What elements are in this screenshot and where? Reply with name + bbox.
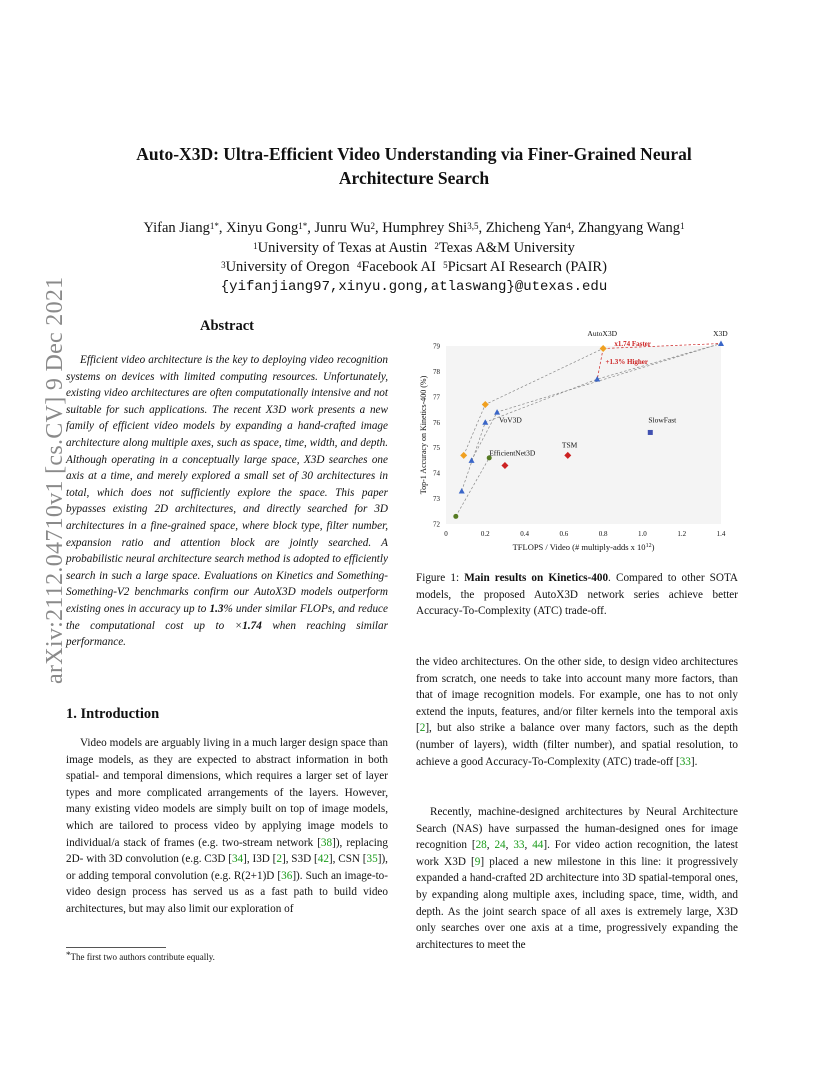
author-list	[60, 219, 768, 239]
right-part: ,	[524, 839, 533, 852]
affiliations-line-2	[60, 258, 768, 278]
caption-prefix: Figure 1:	[416, 572, 465, 584]
intro-part: ], I3D [	[243, 853, 277, 866]
author-2-sup: 1*	[298, 221, 308, 231]
x-tick-label: 0.8	[598, 530, 608, 538]
arxiv-id: arXiv:2112.04710v1 [cs.CV] 9 Dec 2021	[42, 276, 68, 684]
affil-4-sup: 4	[356, 260, 362, 270]
author-1: Yifan Jiang	[143, 220, 210, 236]
efficientnet3d-point	[453, 514, 458, 519]
chart-annotation: +1.3% Higher	[605, 357, 648, 366]
intro-part: ], S3D [	[281, 853, 318, 866]
x-tick-label: 0	[444, 530, 448, 538]
right-paragraph-2	[416, 804, 738, 953]
kinetics-scatter-chart	[416, 326, 738, 556]
series-label: TSM	[561, 440, 578, 450]
affil-3: University of Oregon	[225, 259, 350, 275]
plot-area	[446, 346, 721, 524]
chart-annotation: x1.74 Faster	[614, 340, 651, 348]
author-4: , Humphrey Shi	[374, 220, 468, 236]
right-part: ] placed a new milestone in this line: it progressively expanded a hand-crafted 2D architecture into 3D spatial-temporal ones, by expanding along multiple axes, including space, time, width, and depth. As the joint search space of all axes is extremely large, X3D only searches over one axis at a time, progressively expanding the architectures to meet the	[416, 855, 738, 951]
slowfast-point	[648, 430, 653, 435]
x3d-point	[718, 340, 724, 346]
citation-link[interactable]: 38	[320, 836, 333, 849]
abstract-part-1: Efficient video architecture is the key to deploying video recognition systems on devices with limited computing resources. Unfortunately, existing video architectures are often computationally intensive and not suitable for such applications. The recent X3D work presents a new family of efficient video models by expanding a hand-crafted image architecture along multiple axes, such as space, time, width, and depth. Although operating in a conceptually large space, X3D searches one axis at a time, and merely explored a small set of 30 architectures in total, which does not sufficiently explore the space. This paper bypasses existing 2D architectures, and directly searched for 3D architectures in a fine-grained space, where block type, filter number, expansion ratio and attention block are jointly searched. A probabilistic neural architecture search method is adopted to efficiently search in such a large space. Evaluations on Kinetics and Something-Something-V2 benchmarks confirm our AutoX3D models outperform existing ones in accuracy up to	[66, 354, 388, 615]
right-part: ], but also strike a balance over many factors, such as the depth (number of layers), width (filter number), and spatial resolution, to achieve a good Accuracy-To-Complexity (ATC) trade-off [	[416, 722, 738, 768]
abstract-part-3: when reaching similar performance.	[66, 619, 388, 649]
series-label: VoV3D	[499, 415, 522, 425]
author-3-sup: 2	[370, 221, 375, 231]
author-emails: {yifanjiang97,xinyu.gong,atlaswang}@utexas.edu	[220, 278, 608, 295]
author-1-sup: 1*	[209, 221, 219, 231]
x-tick-label: 0.6	[559, 530, 569, 538]
y-axis-label: Top-1 Accuracy on Kinetics-400 (%)	[419, 375, 428, 495]
citation-link[interactable]: 35	[366, 853, 378, 866]
citation-link[interactable]: 9	[474, 855, 481, 868]
abstract-bold-2: 1.74	[242, 619, 262, 632]
intro-part: Video models are arguably living in a much larger design space than image models, as they are expected to abstract information in both spatial- and temporal dimensions, which requires a larger set of layer types and more complicated arrangements of the layers. However, many existing video models are simply built on top of image models, which are tailored to process video by applying image models to individual/a stack of frames (e.g. two-stream network [	[66, 737, 388, 849]
abstract-part-2: % under similar FLOPs, and reduce the computational cost up to ×	[66, 602, 388, 632]
right-part: Recently, machine-designed architectures by Neural Architecture Search (NAS) have surpassed the human-designed ones for image recognition [	[416, 806, 738, 852]
affil-2-sup: 2	[434, 240, 439, 251]
x-tick-label: 0.4	[520, 530, 529, 538]
citation-link[interactable]: 34	[231, 853, 244, 866]
affil-4: Facebook AI	[361, 259, 436, 275]
series-label: X3D	[713, 328, 728, 338]
y-tick-label: 75	[433, 444, 440, 453]
citation-link[interactable]: 33	[513, 839, 525, 852]
affiliations-line-1	[60, 239, 768, 259]
footnote-text: The first two authors contribute equally.	[70, 952, 215, 962]
right-part: ].	[690, 755, 698, 768]
citation-link[interactable]: 24	[494, 839, 506, 852]
x-axis-label-sup: 12	[645, 543, 652, 549]
right-part: ]. For video action recognition, the latest work X3D [	[416, 839, 739, 868]
x-axis-label-end: )	[651, 542, 655, 552]
abstract-heading: Abstract	[200, 318, 254, 334]
y-tick-label: 73	[433, 495, 440, 504]
footnote	[66, 952, 215, 962]
x-axis-label: TFLOPS / Video (# multiply-adds x $10^{12}$)	[512, 542, 655, 552]
author-4-sup: 3,5	[467, 221, 479, 231]
abstract-text	[66, 352, 388, 651]
figure-caption	[416, 570, 738, 620]
citation-link[interactable]: 33	[679, 755, 691, 768]
abstract-bold-1: 1.3	[209, 602, 224, 615]
citation-link[interactable]: 42	[317, 853, 329, 866]
affil-5-sup: 5	[443, 260, 448, 270]
author-3: , Junru Wu	[307, 220, 371, 236]
citation-link[interactable]: 36	[281, 869, 293, 882]
right-part: ,	[505, 839, 514, 852]
citation-link[interactable]: 44	[532, 839, 544, 852]
caption-rest: . Compared to other SOTA models, the proposed AutoX3D network series achieve better Accuracy-To-Complexity (ATC) trade-off.	[416, 572, 738, 618]
affil-3-sup: 3	[221, 260, 226, 270]
affil-2: Texas A&M University	[438, 239, 575, 256]
author-5: , Zhicheng Yan	[478, 220, 567, 236]
author-6-sup: 1	[680, 221, 685, 231]
series-label: EfficientNet3D	[489, 448, 536, 458]
right-part: ,	[486, 839, 495, 852]
affil-1: University of Texas at Austin	[257, 239, 428, 256]
y-tick-label: 72	[433, 520, 440, 529]
citation-link[interactable]: 2	[276, 853, 282, 866]
title-line-1: Auto-X3D: Ultra-Efficient Video Understanding via Finer-Grained Neural	[136, 144, 692, 164]
intro-text	[66, 735, 388, 918]
x-tick-label: 1.0	[638, 530, 647, 538]
footnote-divider	[66, 947, 166, 948]
y-tick-label: 76	[433, 418, 440, 427]
y-tick-label: 74	[433, 469, 440, 478]
intro-heading: 1. Introduction	[66, 706, 160, 722]
y-tick-label: 79	[433, 342, 440, 351]
caption-bold: Main results on Kinetics-400	[464, 572, 609, 584]
author-6: , Zhangyang Wang	[570, 220, 681, 236]
intro-part: ]), replacing 2D- with 3D convolution (e.g. C3D [	[66, 836, 388, 866]
citation-link[interactable]: 2	[419, 722, 426, 735]
x-tick-label: 1.4	[716, 530, 726, 538]
series-label: SlowFast	[648, 415, 677, 425]
right-paragraph-1	[416, 654, 738, 770]
affil-5: Picsart AI Research (PAIR)	[447, 259, 607, 275]
right-part: the video architectures. On the other side, to design video architectures from scratch, one needs to take into account many more factors, than that of image recognition models. For example, one has to not only extend the inputs, features, and/or filter kernels into the temporal axis [	[416, 656, 738, 735]
intro-part: ]). Such an image-to-video design process has served us as a fast path to build video architectures, but may also limit our exploration of	[66, 869, 389, 915]
x-tick-label: 0.2	[480, 530, 490, 538]
intro-part: ]), or adding temporal convolution (e.g. R(2+1)D [	[66, 853, 388, 882]
affil-1-sup: 1	[253, 240, 258, 251]
citation-link[interactable]: 28	[475, 839, 487, 852]
footnote-mark: *	[66, 950, 71, 960]
author-5-sup: 4	[566, 221, 571, 231]
x-tick-label: 1.2	[677, 530, 687, 538]
author-2: , Xinyu Gong	[218, 220, 299, 236]
y-tick-label: 78	[433, 367, 440, 376]
author-block	[60, 219, 768, 297]
paper-title	[60, 142, 768, 190]
y-tick-label: 77	[433, 393, 440, 402]
title-line-2: Architecture Search	[338, 168, 490, 188]
intro-part: ], CSN [	[328, 853, 367, 866]
series-label: AutoX3D	[587, 328, 618, 338]
